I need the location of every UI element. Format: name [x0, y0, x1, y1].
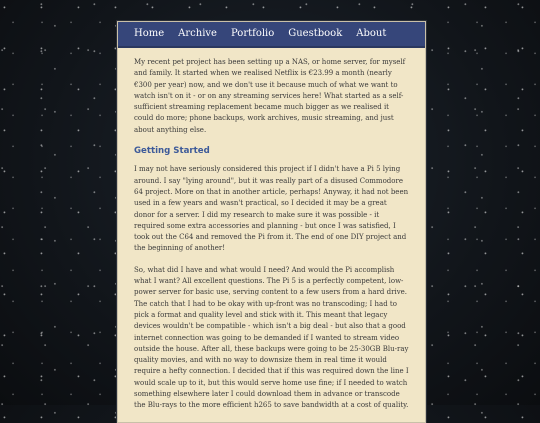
body-paragraph-2: So, what did I have and what would I need? And would the Pi accomplish what I want? All excellent questions. The Pi 5 is a perfectly competent, low-power server for basic use, serving content to a few users from a hard drive. The catch that I had to be okay with up-front was no transcoding; I had to pick a format and quality level and stick with it. This meant that legacy devices wouldn't be compatible - which isn't a big deal - but also that a good internet connection was going to be demanded if I wanted to stream video outside the house. After all, these backups were going to be 25-30GB Blu-ray quality movies, and with no way to downsize them in real time it would require a hefty connection. I decided that if this was required down the line I would scale up to it, but this would serve home use fine; if I needed to watch something elsewhere later I could download them in advance or transcode the Blu-rays to the more efficient h265 to save bandwidth at a cost of quality.	[134, 265, 409, 410]
body-paragraph-1: I may not have seriously considered this project if I didn't have a Pi 5 lying around. I say "lying around", but it was really part of a disused Commodore 64 project. More on that in another article, perhaps! Anyway, it had not been used in a few years and wasn't practical, so I decided it may be a great donor for a server. I did my research to make sure it was possible - it required some extra accessories and planning - but once I was satisfied, I took out the C64 and removed the Pi from it. The end of one DIY project and the beginning of another!	[134, 165, 409, 253]
nav-home-link[interactable]: Home	[134, 28, 165, 39]
article-body	[118, 48, 425, 412]
nav-about-link[interactable]: About	[356, 28, 387, 39]
page-container	[117, 21, 426, 423]
intro-paragraph: My recent pet project has been setting up a NAS, or home server, for myself and family. It started when we realised Netflix is €23.99 a month (nearly €300 per year) now, and we don't use it because much of what we want to watch isn't on it - or on any streaming services here! What started as a self-sufficient streaming replacement became much bigger as we realised it could do more; phone backups, work archives, music streaming, and just about anything else.	[134, 58, 406, 134]
section-heading: Getting Started	[134, 146, 210, 157]
nav-portfolio-link[interactable]: Portfolio	[230, 28, 275, 39]
nav-archive-link[interactable]: Archive	[178, 28, 217, 39]
top-navigation	[118, 22, 425, 48]
nav-guestbook-link[interactable]: Guestbook	[288, 28, 343, 39]
